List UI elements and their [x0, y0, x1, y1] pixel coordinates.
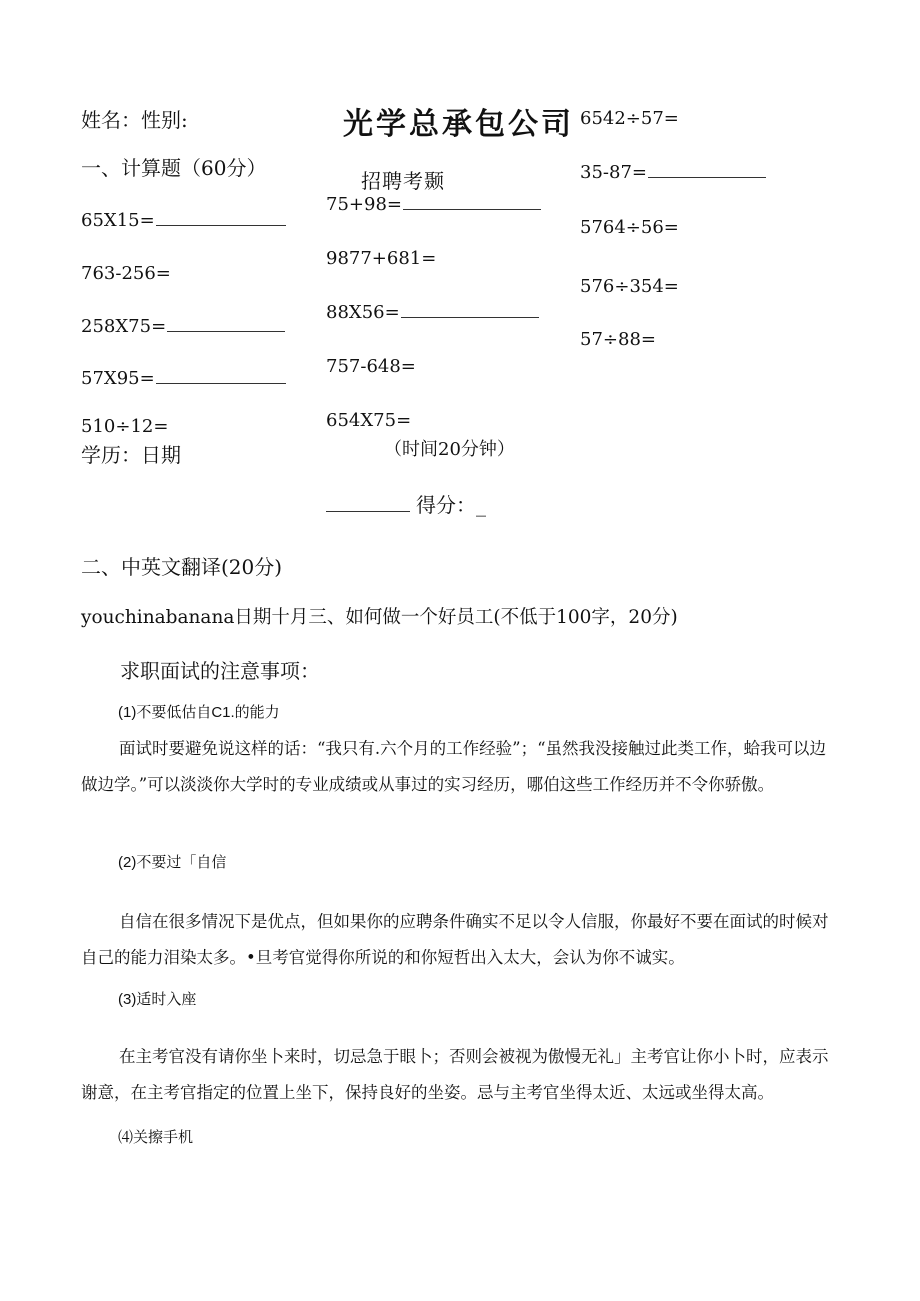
problem-c2-4: [326, 358, 416, 376]
problem-c3-3: [580, 219, 679, 237]
problem-text: 510÷12=: [81, 416, 169, 437]
name-gender-label: 姓名：性别:: [81, 108, 188, 132]
problem-text: 9877+681=: [326, 248, 437, 269]
score-row: [326, 495, 486, 515]
problem-text: 258X75=: [81, 316, 167, 337]
problem-text: 763-256=: [81, 263, 171, 284]
item-2-text: 自信在很多情况下是优点，但如果你的应聘条件确实不足以令人信服，你最好不要在面试的时候对自己的能力泪染太多。•旦考官觉得你所说的和你短哲出入太大，会认为你不诚实。: [81, 912, 829, 967]
item-2-label: (2)不要过「自信: [118, 854, 227, 871]
problem-c1-3: [81, 318, 285, 336]
problem-text: 576÷354=: [580, 276, 679, 297]
section2-heading: 二、中英文翻译(20分): [81, 555, 283, 579]
problem-text: 57÷88=: [580, 329, 656, 350]
problem-text: 57X95=: [81, 368, 155, 389]
time-note: （时间20分钟）: [384, 439, 515, 460]
problem-c1-5: [81, 418, 168, 436]
problem-c1-4: [81, 370, 286, 388]
problem-text: 88X56=: [326, 302, 400, 323]
problem-c3-5: [580, 331, 656, 349]
answer-blank: [156, 224, 286, 226]
section2-line: youchinabanana日期十月三、如何做一个好员工(不低于100字，20分): [81, 607, 678, 628]
answer-blank: [403, 208, 541, 210]
problem-text: 654X75=: [326, 410, 412, 431]
answer-blank: [648, 176, 766, 178]
education-date-label: 学历：日期: [81, 443, 181, 467]
problem-text: 35-87=: [580, 162, 647, 183]
problem-c2-1: [326, 196, 541, 214]
problem-text: 65X15=: [81, 210, 155, 231]
problem-text: 757-648=: [326, 356, 416, 377]
item-1-text: 面试时要避免说这样的话：“我只有.六个月的工作经验”；“虽然我没接触过此类工作，蛤我可以边做边学。”可以淡淡你大学时的专业成绩或从事过的实习经历，哪伯这些工作经历并不令你骄傲。: [81, 739, 827, 794]
problem-c1-1: [81, 212, 286, 230]
score-blank: [326, 510, 410, 512]
score-label: 得分：_: [416, 493, 486, 517]
item-1-label: (1)不要低估自C1.的能力: [118, 704, 280, 721]
problem-text: 6542÷57=: [580, 108, 679, 129]
article-title: 求职面试的注意事项：: [120, 659, 320, 683]
answer-blank: [156, 382, 286, 384]
problem-c3-1: [580, 110, 679, 128]
answer-blank: [401, 316, 539, 318]
section1-heading: 一、计算题（60分）: [81, 156, 267, 180]
answer-blank: [167, 330, 285, 332]
problem-text: 75+98=: [326, 194, 402, 215]
problem-c2-2: [326, 250, 436, 268]
item-3-label: (3)适时入座: [118, 991, 197, 1008]
problem-c2-5: [326, 412, 411, 430]
problem-c1-2: [81, 265, 171, 283]
company-title: 光学总承包公司: [343, 107, 574, 142]
problem-text: 5764÷56=: [580, 217, 679, 238]
problem-c3-2: [580, 164, 766, 182]
problem-c2-3: [326, 304, 539, 322]
problem-c3-4: [580, 278, 679, 296]
item-4-label: ⑷关擦手机: [118, 1129, 194, 1146]
item-3-text: 在主考官没有请你坐卜来时，切忌急于眼卜；否则会被视为傲慢无礼」主考官让你小卜时，应表示谢意，在主考官指定的位置上坐下，保持良好的坐姿。忌与主考官坐得太近、太远或坐得太高。: [81, 1047, 829, 1102]
exam-subtitle: 招聘考颞: [361, 169, 445, 193]
